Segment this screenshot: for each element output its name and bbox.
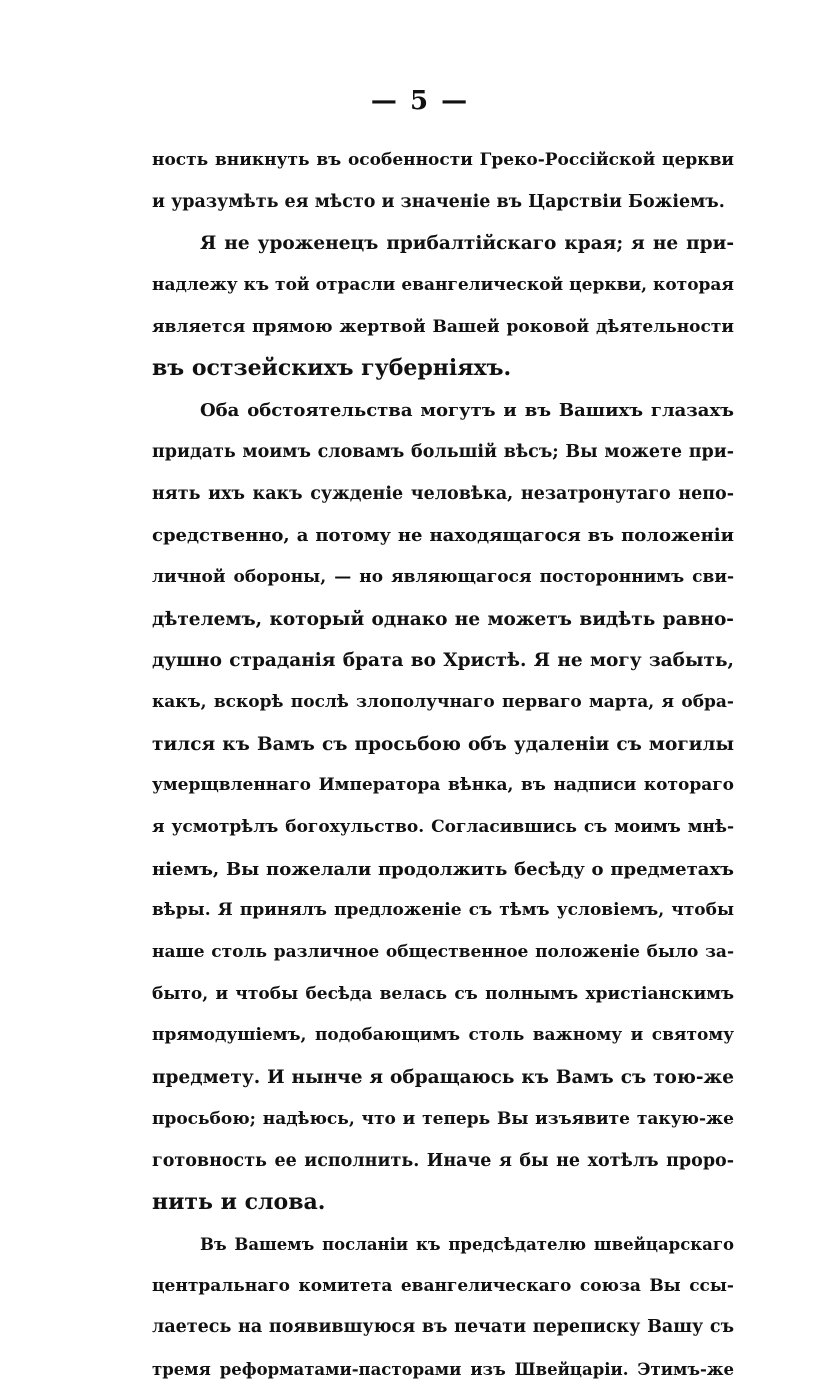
text-line: Я не уроженецъ прибалтійскаго края; я не при- — [200, 233, 734, 255]
text-line: нять ихъ какъ сужденіе человѣка, незатронутаго непо- — [152, 483, 734, 504]
text-line: Въ Вашемъ посланіи къ предсѣдателю швейцарскаго — [200, 1234, 734, 1254]
text-line: наше столь различное общественное положеніе было за- — [152, 942, 734, 963]
text-line: прямодушіемъ, подобающимъ столь важному и святому — [152, 1025, 734, 1046]
text-line: въ остзейскихъ губерніяхъ. — [152, 355, 512, 382]
text-line: личной обороны, — но являющагося постороннимъ сви- — [152, 566, 734, 587]
text-line: Оба обстоятельства могутъ и въ Вашихъ глазахъ — [200, 400, 734, 422]
text-line: вѣры. Я принялъ предложеніе съ тѣмъ условіемъ, чтобы — [152, 900, 734, 921]
text-line: надлежу къ той отрасли евангелической церкви, которая — [152, 275, 734, 296]
text-line: я усмотрѣлъ богохульство. Согласившись съ моимъ мнѣ- — [152, 817, 734, 837]
text-line: средственно, а потому не находящагося въ положеніи — [152, 525, 734, 547]
text-line: предмету. И нынче я обращаюсь къ Вамъ съ тою-же — [152, 1067, 734, 1089]
text-line: дѣтелемъ, который однако не можетъ видѣть равно- — [152, 608, 734, 630]
text-line: является прямою жертвой Вашей роковой дѣятельности — [152, 316, 734, 337]
text-line: умерщвленнаго Императора вѣнка, въ надписи котораго — [152, 775, 734, 796]
text-line: лаетесь на появившуюся въ печати переписку Вашу съ — [152, 1317, 734, 1338]
text-line: какъ, вскорѣ послѣ злополучнаго перваго марта, я обра- — [152, 691, 734, 712]
page-number: — 5 — — [370, 86, 470, 116]
text-line: ніемъ, Вы пожелали продолжить бесѣду о предметахъ — [152, 858, 734, 880]
text-line: просьбою; надѣюсь, что и теперь Вы изъявите такую-же — [152, 1108, 734, 1129]
body-text — [152, 140, 734, 1391]
text-line: быто, и чтобы бесѣда велась съ полнымъ христіанскимъ — [152, 983, 734, 1004]
text-line: ность вникнуть въ особенности Греко-Россійской церкви — [152, 150, 734, 170]
text-line: готовность ее исполнить. Иначе я бы не хотѣлъ проро- — [152, 1150, 734, 1171]
text-line: тился къ Вамъ съ просьбою объ удаленіи съ могилы — [152, 733, 734, 755]
text-line: душно страданія брата во Христѣ. Я не могу забыть, — [152, 650, 734, 672]
text-line: придать моимъ словамъ большій вѣсъ; Вы можете при- — [152, 441, 734, 462]
text-line: тремя реформатами-пасторами изъ Швейцаріи. Этимъ-же — [152, 1359, 734, 1379]
text-line: нить и слова. — [152, 1189, 326, 1216]
text-line: центральнаго комитета евангелическаго союза Вы ссы- — [152, 1275, 734, 1296]
text-line: и уразумѣть ея мѣсто и значеніе въ Царствіи Божіемъ. — [152, 191, 725, 212]
